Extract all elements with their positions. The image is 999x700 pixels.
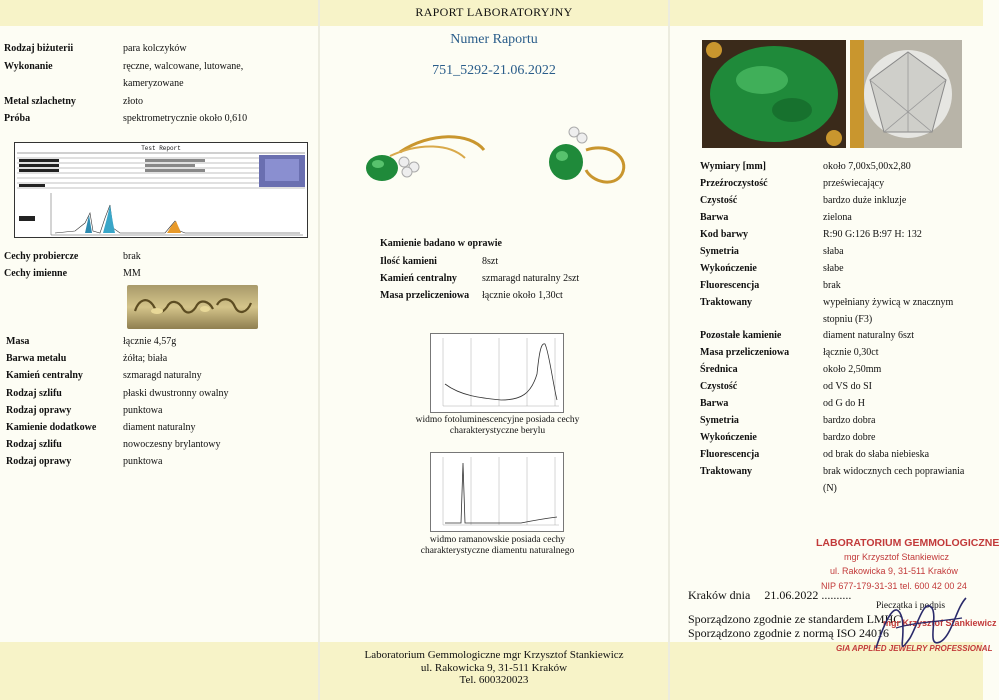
emerald-field-label: Traktowany bbox=[700, 297, 753, 308]
emerald-field-value: bardzo duże inkluzje bbox=[823, 195, 907, 206]
jewel-field-value: żółta; biała bbox=[123, 353, 168, 365]
emerald-field-value: brak bbox=[823, 280, 841, 291]
diamond-field-value: diament naturalny 6szt bbox=[823, 330, 915, 341]
mark-field-value: MM bbox=[123, 268, 141, 279]
diamond-field-value: łącznie 0,30ct bbox=[823, 347, 879, 358]
left-panel bbox=[0, 0, 318, 700]
xrf-test-report bbox=[14, 142, 308, 238]
jewel-field-value: szmaragd naturalny bbox=[123, 370, 202, 382]
raman-spectrum bbox=[430, 452, 564, 532]
stamp-line-3: ul. Rakowicka 9, 31-511 Kraków bbox=[830, 566, 958, 576]
jewel-field-value: płaski dwustronny owalny bbox=[123, 387, 229, 399]
emerald-field-value: zielona bbox=[823, 212, 852, 223]
jewel-field-value: łącznie 4,57g bbox=[123, 336, 177, 347]
emerald-field-value: przeświecający bbox=[823, 178, 885, 189]
place-date bbox=[688, 588, 851, 602]
mark-field-label: Cechy probiercze bbox=[4, 251, 79, 262]
emerald-field-label: Barwa bbox=[700, 212, 729, 223]
jewel-field-value: nowoczesny brylantowy bbox=[123, 439, 221, 451]
diamond-field-value: bardzo dobra bbox=[823, 415, 876, 426]
stone-field-label: Ilość kamieni bbox=[380, 256, 437, 267]
diamond-field-value: około 2,50mm bbox=[823, 364, 882, 375]
emerald-field-value: R:90 G:126 B:97 H: 132 bbox=[823, 229, 922, 240]
diamond-field-label: Masa przeliczeniowa bbox=[700, 347, 790, 358]
jewel-field-value: diament naturalny bbox=[123, 422, 196, 433]
stone-field-label: Masa przeliczeniowa bbox=[380, 290, 470, 301]
jewel-field-label: Rodzaj szlifu bbox=[6, 387, 62, 399]
earrings-photo bbox=[360, 122, 650, 202]
footer-phone: Tel. 600320023 bbox=[459, 674, 529, 686]
diamond-field-value: od G do H bbox=[823, 398, 865, 409]
place-date-label: Kraków dnia bbox=[688, 588, 751, 602]
emerald-field-label: Przeźroczystość bbox=[700, 178, 768, 189]
photoluminescence-spectrum bbox=[430, 333, 564, 413]
diamond-field-label: Wykończenie bbox=[700, 432, 757, 443]
photoluminescence-plot bbox=[431, 334, 563, 412]
diamond-field-label: Fluorescencja bbox=[700, 449, 760, 460]
right-panel bbox=[670, 0, 999, 700]
stamp-line-4: NIP 677-179-31-31 tel. 600 42 00 24 bbox=[821, 581, 967, 591]
jewel-field-label: Kamień centralny bbox=[6, 370, 83, 382]
pl-caption-line-2: charakterystyczne berylu bbox=[449, 426, 546, 436]
stamp-line-2: mgr Krzysztof Stankiewicz bbox=[844, 552, 950, 562]
compliance-line-2: Sporządzono zgodnie z normą ISO 24016 bbox=[688, 626, 889, 640]
mark-field-value: brak bbox=[123, 251, 141, 262]
footer-lab-name: Laboratorium Gemmologiczne mgr Krzysztof Stankiewicz bbox=[364, 649, 624, 661]
emerald-field-value: wypełniany żywicą w znacznym bbox=[823, 297, 954, 308]
stamp-line-5: mgr Krzysztof Stankiewicz bbox=[883, 618, 997, 628]
pl-caption bbox=[380, 415, 615, 437]
emerald-field-value: około 7,00x5,00x2,80 bbox=[823, 161, 911, 172]
report-number: 751_5292-21.06.2022 bbox=[432, 63, 556, 78]
emerald-closeup-photo bbox=[702, 40, 846, 148]
left-field-value: ręczne, walcowane, lutowane, bbox=[123, 60, 244, 72]
stamp-line-1: LABORATORIUM GEMMOLOGICZNE bbox=[816, 537, 999, 549]
left-field-value: kameryzowane bbox=[123, 78, 184, 89]
handwritten-signature bbox=[866, 578, 976, 668]
compliance-line-1: Sporządzono zgodnie ze standardem LMHC bbox=[688, 612, 902, 626]
jewel-field-label: Rodzaj szlifu bbox=[6, 439, 62, 451]
diamond-field-value: bardzo dobre bbox=[823, 432, 876, 443]
diamond-field-value: brak widocznych cech poprawiania bbox=[823, 466, 965, 477]
mark-field-label: Cechy imienne bbox=[4, 268, 68, 279]
emerald-field-label: Fluorescencja bbox=[700, 280, 760, 291]
footer-address: ul. Rakowicka 9, 31-511 Kraków bbox=[420, 661, 568, 674]
pl-caption-line-1: widmo fotoluminescencyjne posiada cechy bbox=[415, 415, 580, 425]
jewel-field-label: Rodzaj oprawy bbox=[6, 456, 72, 468]
jewel-field-value: punktowa bbox=[123, 456, 163, 468]
diamond-field-label: Pozostałe kamienie bbox=[700, 330, 782, 341]
diamond-field-value: (N) bbox=[823, 483, 837, 494]
diamond-closeup-photo bbox=[850, 40, 962, 148]
emerald-field-value: słaba bbox=[823, 246, 844, 257]
middle-panel bbox=[320, 0, 668, 700]
jewel-field-label: Masa bbox=[6, 336, 30, 347]
stone-field-value: szmaragd naturalny 2szt bbox=[482, 273, 580, 284]
hallmark-engraving bbox=[127, 285, 258, 329]
report-date: 21.06.2022 bbox=[764, 588, 819, 602]
stones-heading: Kamienie badano w oprawie bbox=[380, 238, 502, 249]
left-field-value: para kolczyków bbox=[123, 43, 187, 54]
raman-plot bbox=[431, 453, 563, 531]
jewel-field-label: Rodzaj oprawy bbox=[6, 404, 72, 416]
jewel-field-label: Barwa metalu bbox=[6, 353, 67, 365]
stamp-line-6: GIA APPLIED JEWELRY PROFESSIONAL bbox=[836, 644, 993, 653]
emerald-field-value: słabe bbox=[823, 263, 844, 274]
emerald-field-label: Symetria bbox=[700, 246, 739, 257]
diamond-field-value: od VS do SI bbox=[823, 381, 872, 392]
raman-caption-line-1: widmo ramanowskie posiada cechy bbox=[429, 535, 566, 545]
left-field-label: Próba bbox=[4, 113, 31, 124]
test-report-title: Test Report bbox=[141, 145, 181, 152]
raman-caption-line-2: charakterystyczne diamentu naturalnego bbox=[420, 546, 575, 556]
left-field-value: złoto bbox=[123, 95, 143, 107]
emerald-field-label: Wymiary [mm] bbox=[700, 161, 766, 172]
raman-caption bbox=[380, 535, 615, 557]
lab-footer bbox=[320, 649, 668, 687]
left-field-label: Rodzaj biżuterii bbox=[4, 43, 74, 54]
stone-field-value: 8szt bbox=[482, 256, 499, 267]
jewel-field-label: Kamienie dodatkowe bbox=[6, 422, 97, 433]
jewel-field-value: punktowa bbox=[123, 404, 163, 416]
emerald-field-value: stopniu (F3) bbox=[823, 314, 873, 325]
diamond-field-label: Barwa bbox=[700, 398, 729, 409]
emerald-field-label: Kod barwy bbox=[700, 229, 749, 240]
date-dotted-line: .......... bbox=[821, 588, 852, 602]
xrf-spectrum-graphic bbox=[15, 143, 307, 237]
diamond-field-label: Czystość bbox=[700, 381, 738, 392]
left-field-label: Wykonanie bbox=[4, 60, 53, 72]
diamond-field-label: Traktowany bbox=[700, 466, 753, 477]
emerald-field-label: Wykończenie bbox=[700, 263, 757, 274]
signature-label: Pieczątka i podpis bbox=[876, 601, 946, 611]
diamond-field-label: Symetria bbox=[700, 415, 739, 426]
stone-field-value: łącznie około 1,30ct bbox=[482, 290, 563, 301]
report-title: RAPORT LABORATORYJNY bbox=[415, 5, 573, 19]
left-field-value: spektrometrycznie około 0,610 bbox=[123, 113, 248, 124]
diamond-field-label: Średnica bbox=[700, 364, 738, 375]
emerald-field-label: Czystość bbox=[700, 195, 738, 206]
diamond-field-value: od brak do słaba niebieska bbox=[823, 449, 930, 460]
hallmark-photo bbox=[127, 285, 258, 329]
left-field-label: Metal szlachetny bbox=[4, 95, 76, 107]
stone-field-label: Kamień centralny bbox=[380, 273, 457, 284]
report-number-label: Numer Raportu bbox=[450, 32, 538, 47]
